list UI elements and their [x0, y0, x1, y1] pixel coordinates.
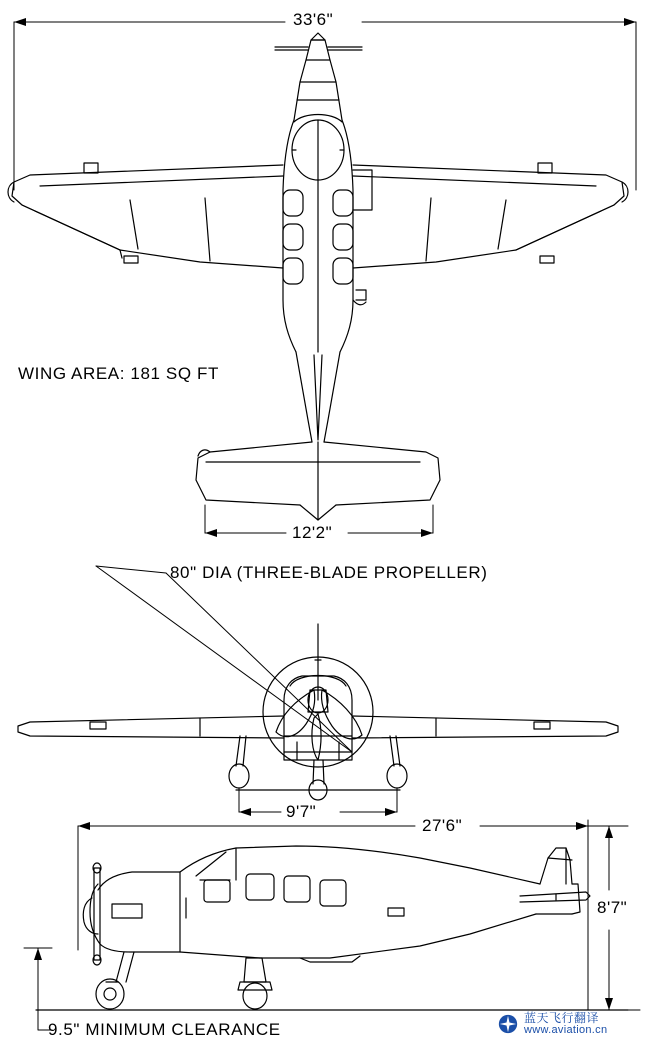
watermark-title: 蓝天飞行翻译	[524, 1011, 600, 1025]
top-view	[8, 33, 628, 520]
height-dimension	[588, 826, 640, 1010]
stabilizer-span-label: 12'2"	[292, 523, 333, 542]
propeller-label: 80" DIA (THREE-BLADE PROPELLER)	[170, 563, 488, 582]
fuselage-length-dimension	[78, 820, 588, 1010]
minimum-clearance-label: 9.5" MINIMUM CLEARANCE	[48, 1020, 281, 1039]
compass-icon	[497, 1013, 519, 1035]
gear-track-label: 9'7"	[286, 802, 317, 821]
minimum-clearance-dimension	[24, 948, 52, 1030]
propeller-leader-lines	[96, 566, 352, 752]
front-view	[18, 624, 618, 800]
wingspan-label: 33'6"	[293, 10, 334, 29]
watermark-url: www.aviation.cn	[524, 1023, 608, 1036]
fuselage-length-label: 27'6"	[422, 816, 463, 835]
overall-height-label: 8'7"	[597, 898, 628, 917]
watermark	[497, 1012, 607, 1036]
gear-track-dimension	[239, 788, 397, 816]
wing-area-label: WING AREA: 181 SQ FT	[18, 364, 219, 383]
side-view	[36, 846, 628, 1010]
wingspan-dimension	[14, 18, 636, 190]
